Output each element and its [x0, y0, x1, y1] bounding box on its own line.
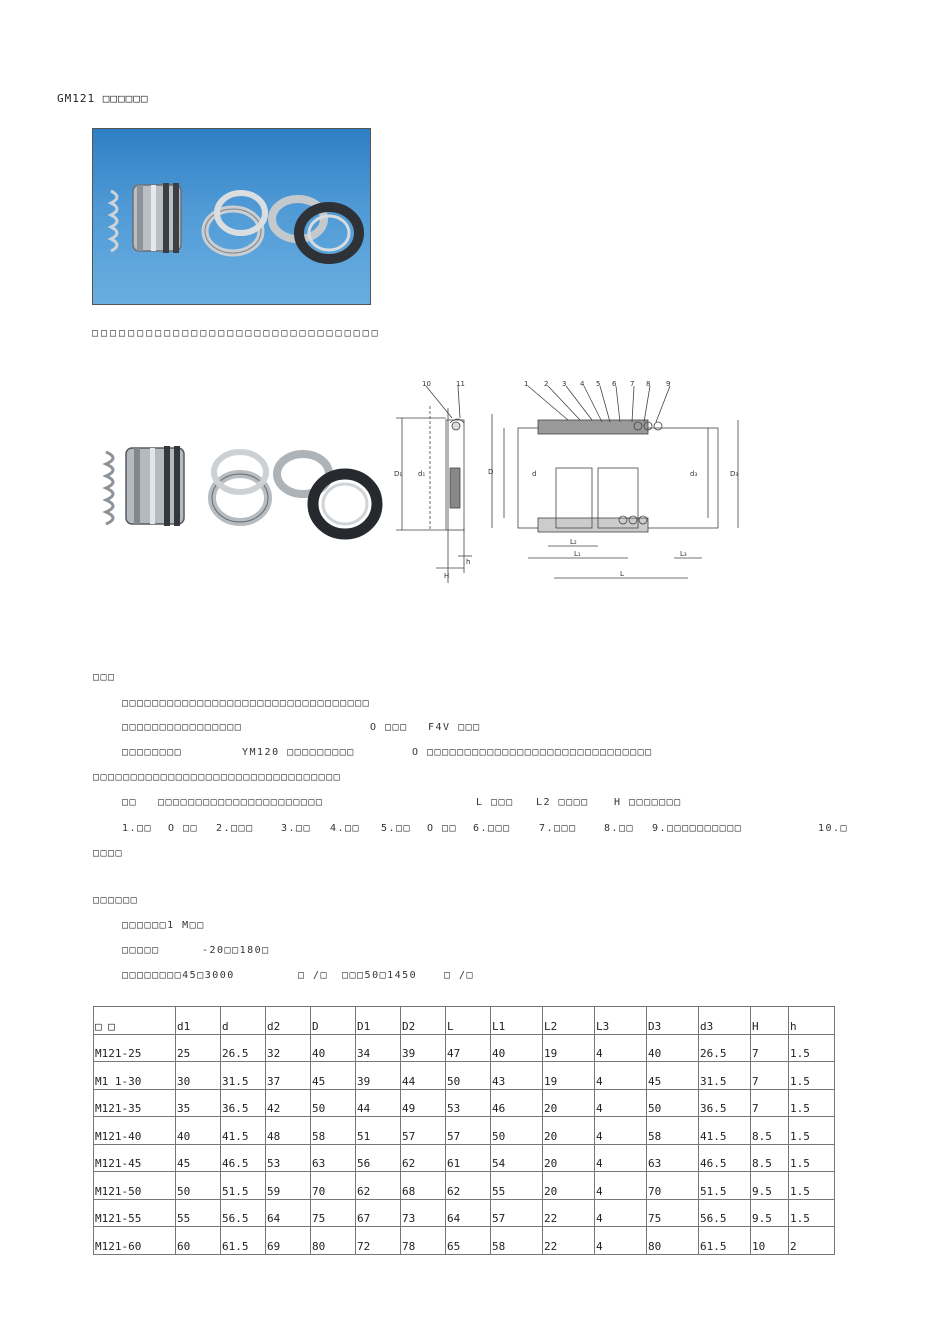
table-header-cell: H: [752, 1019, 759, 1033]
table-cell: 31.5: [222, 1074, 249, 1088]
table-header-cell: L: [447, 1019, 454, 1033]
param-speed-c: □□□50□1450: [342, 970, 418, 981]
table-cell: M121-45: [95, 1157, 142, 1170]
drawing-label: 1: [524, 380, 529, 388]
section-heading-parameters: □□□□□□: [93, 895, 139, 906]
table-cell: 55: [492, 1184, 506, 1198]
table-cell: 78: [402, 1239, 416, 1253]
table-cell: 65: [447, 1239, 461, 1253]
part-item: 6.□□□: [473, 823, 511, 834]
table-cell: M1 1-30: [95, 1074, 142, 1088]
table-cell: 7: [752, 1047, 759, 1060]
drawing-label: 3: [562, 380, 567, 388]
table-cell: 4: [596, 1184, 603, 1198]
table-cell: 4: [596, 1239, 603, 1253]
feature-line-5b: □□□□□□□□□□□□□□□□□□□□□□: [158, 797, 324, 808]
drawing-label: 5: [596, 380, 601, 388]
table-cell: 61.5: [700, 1239, 727, 1253]
param-temperature-value: -20□□180□: [202, 945, 270, 956]
rotating-assembly-section: [492, 414, 738, 578]
table-cell: 4: [596, 1102, 603, 1115]
table-cell: 4: [596, 1047, 603, 1060]
table-cell: 41.5: [222, 1129, 249, 1143]
feature-line-3b: YM120 □□□□□□□□□: [242, 747, 355, 758]
table-cell: 10: [752, 1239, 766, 1253]
table-cell: 57: [402, 1129, 416, 1143]
drawing-label: d₁: [418, 470, 426, 478]
table-cell: 43: [492, 1074, 506, 1088]
seal-technical-drawing: [388, 378, 758, 598]
table-cell: 2: [790, 1239, 797, 1253]
table-cell: 48: [267, 1129, 281, 1143]
table-header-cell: D2: [402, 1019, 416, 1033]
table-row: [94, 1227, 835, 1255]
table-cell: 22: [544, 1239, 558, 1253]
table-cell: 46: [492, 1102, 506, 1115]
table-cell: 49: [402, 1102, 416, 1115]
drawing-label: d: [532, 470, 537, 478]
param-speed-d: □ /□: [444, 970, 475, 981]
table-cell: 70: [312, 1184, 326, 1198]
table-cell: 39: [357, 1074, 371, 1088]
table-cell: 4: [596, 1157, 603, 1170]
feature-line-5a: □□: [122, 797, 138, 808]
part-item: 9.□□□□□□□□□□: [652, 823, 743, 834]
drawing-label: L₂: [570, 538, 577, 546]
table-cell: 34: [357, 1047, 371, 1060]
table-cell: 36.5: [700, 1102, 727, 1115]
drawing-label: 4: [580, 380, 585, 388]
feature-line-2b: O □□□: [370, 722, 408, 733]
table-cell: 1.5: [790, 1102, 810, 1115]
table-cell: 57: [492, 1212, 506, 1225]
table-cell: 1.5: [790, 1157, 810, 1170]
table-header-cell: D3: [648, 1019, 662, 1033]
table-cell: M121-50: [95, 1184, 142, 1198]
table-cell: 1.5: [790, 1047, 810, 1060]
table-cell: 68: [402, 1184, 416, 1198]
table-cell: 7: [752, 1102, 759, 1115]
part-item: 7.□□□: [539, 823, 577, 834]
table-header-cell: d: [222, 1019, 229, 1033]
table-cell: 42: [267, 1102, 281, 1115]
table-cell: 80: [312, 1239, 326, 1253]
table-cell: 40: [177, 1129, 191, 1143]
table-cell: 51: [357, 1129, 371, 1143]
table-cell: 36.5: [222, 1102, 249, 1115]
part-item: 4.□□: [330, 823, 361, 834]
table-cell: 54: [492, 1157, 506, 1170]
seal-photo-illustration: [93, 129, 370, 304]
table-header-cell: d2: [267, 1019, 281, 1033]
table-cell: 61: [447, 1157, 461, 1170]
feature-line-5e: H □□□□□□□: [614, 797, 682, 808]
table-cell: 70: [648, 1184, 662, 1198]
table-cell: 63: [312, 1157, 326, 1170]
table-cell: 56.5: [700, 1212, 727, 1225]
table-row: [94, 1089, 835, 1117]
drawing-label: 11: [456, 380, 465, 388]
feature-line-2a: □□□□□□□□□□□□□□□□: [122, 722, 243, 733]
table-cell: 41.5: [700, 1129, 727, 1143]
table-cell: M121-35: [95, 1102, 142, 1115]
table-cell: 26.5: [222, 1047, 249, 1060]
table-cell: 50: [492, 1129, 506, 1143]
table-cell: 1.5: [790, 1074, 810, 1088]
table-row: [94, 1062, 835, 1090]
table-header-cell: L2: [544, 1019, 558, 1033]
table-cell: 44: [357, 1102, 371, 1115]
param-pressure: □□□□□□1 M□□: [122, 920, 205, 931]
table-cell: 35: [177, 1102, 191, 1115]
table-cell: 59: [267, 1184, 281, 1198]
document-title: GM121 □□□□□□: [57, 92, 149, 105]
part-item: 1.□□: [122, 823, 153, 834]
drawing-label: L₁: [574, 550, 581, 558]
table-cell: 4: [596, 1129, 603, 1143]
table-cell: 19: [544, 1047, 558, 1060]
table-cell: 64: [447, 1212, 461, 1225]
table-cell: 56: [357, 1157, 371, 1170]
table-cell: M121-60: [95, 1239, 142, 1253]
table-cell: 50: [177, 1184, 191, 1198]
table-header-row: [94, 1007, 835, 1035]
table-cell: 22: [544, 1212, 558, 1225]
table-cell: 53: [447, 1102, 461, 1115]
table-cell: 20: [544, 1157, 558, 1170]
spring-seal-assembly: [111, 183, 181, 253]
part-item: 8.□□: [604, 823, 635, 834]
table-cell: 51.5: [700, 1184, 727, 1198]
table-cell: M121-25: [95, 1047, 142, 1060]
table-cell: 58: [648, 1129, 662, 1143]
table-cell: 20: [544, 1184, 558, 1198]
table-cell: 4: [596, 1074, 603, 1088]
table-cell: 20: [544, 1129, 558, 1143]
table-cell: 58: [312, 1129, 326, 1143]
table-cell: 19: [544, 1074, 558, 1088]
table-cell: 58: [492, 1239, 506, 1253]
table-cell: 26.5: [700, 1047, 727, 1060]
feature-line-5c: L □□□: [476, 797, 514, 808]
table-cell: 67: [357, 1212, 371, 1225]
table-cell: 50: [648, 1102, 662, 1115]
table-cell: 46.5: [222, 1157, 249, 1170]
table-cell: 62: [357, 1184, 371, 1198]
table-cell: 1.5: [790, 1212, 810, 1225]
part-item: 10.□: [818, 823, 849, 834]
table-cell: 45: [648, 1074, 662, 1088]
param-temperature-label: □□□□□: [122, 945, 160, 956]
drawing-label: 7: [630, 380, 635, 388]
feature-line-1: □□□□□□□□□□□□□□□□□□□□□□□□□□□□□□□□□: [122, 698, 371, 709]
table-cell: 40: [648, 1047, 662, 1060]
table-cell: 4: [596, 1212, 603, 1225]
table-cell: 46.5: [700, 1157, 727, 1170]
table-header-cell: L3: [596, 1019, 610, 1033]
table-cell: 40: [312, 1047, 326, 1060]
stationary-ring-section: [396, 406, 472, 583]
table-header-cell: L1: [492, 1019, 506, 1033]
part-item: 2.□□□: [216, 823, 254, 834]
section-heading-features: □□□: [93, 672, 116, 683]
table-cell: 45: [312, 1074, 326, 1088]
table-cell: 32: [267, 1047, 281, 1060]
drawing-label: D₃: [730, 470, 739, 478]
table-header-cell: □ □: [95, 1019, 115, 1033]
seal-rings: [205, 193, 359, 259]
table-row: [94, 1172, 835, 1200]
table-cell: 1.5: [790, 1129, 810, 1143]
table-header-cell: D: [312, 1019, 319, 1033]
table-cell: 51.5: [222, 1184, 249, 1198]
part-item: 3.□□: [281, 823, 312, 834]
feature-line-5d: L2 □□□□: [536, 797, 589, 808]
drawing-label: h: [466, 558, 471, 566]
table-cell: 57: [447, 1129, 461, 1143]
table-cell: 30: [177, 1074, 191, 1088]
table-cell: 31.5: [700, 1074, 727, 1088]
table-cell: 39: [402, 1047, 416, 1060]
part-item: O □□: [168, 823, 199, 834]
table-cell: 62: [402, 1157, 416, 1170]
image-caption: □□□□□□□□□□□□□□□□□□□□□□□□□□□□□□□□: [92, 328, 381, 339]
feature-line-2c: F4V □□□: [428, 722, 481, 733]
table-cell: 8.5: [752, 1129, 772, 1143]
param-speed-a: □□□□□□□□45□3000: [122, 970, 235, 981]
table-cell: 53: [267, 1157, 281, 1170]
drawing-label: 6: [612, 380, 617, 388]
drawing-label: D: [488, 468, 494, 476]
table-cell: 50: [312, 1102, 326, 1115]
table-cell: 9.5: [752, 1184, 772, 1198]
table-cell: 1.5: [790, 1184, 810, 1198]
table-cell: 60: [177, 1239, 191, 1253]
drawing-label: 2: [544, 380, 549, 388]
drawing-label: 8: [646, 380, 651, 388]
table-row: [94, 1117, 835, 1145]
table-row: [94, 1199, 835, 1227]
table-header-cell: d3: [700, 1019, 714, 1033]
table-cell: 40: [492, 1047, 506, 1060]
table-cell: 75: [648, 1212, 662, 1225]
table-header-cell: d1: [177, 1019, 191, 1033]
product-parts-photo: [100, 440, 385, 540]
part-item-tail: □□□□: [93, 848, 124, 859]
table-cell: 64: [267, 1212, 281, 1225]
table-row: [94, 1144, 835, 1172]
drawing-label: D₁: [394, 470, 403, 478]
table-cell: 73: [402, 1212, 416, 1225]
table-cell: 62: [447, 1184, 461, 1198]
table-cell: 47: [447, 1047, 461, 1060]
table-header-cell: D1: [357, 1019, 371, 1033]
table-cell: 25: [177, 1047, 191, 1060]
table-row: [94, 1034, 835, 1062]
table-cell: 55: [177, 1212, 191, 1225]
drawing-label: d₃: [690, 470, 698, 478]
callout-leaders: [426, 386, 670, 422]
table-cell: 61.5: [222, 1239, 249, 1253]
product-photo: [92, 128, 371, 305]
table-header-cell: h: [790, 1019, 797, 1033]
table-cell: 7: [752, 1074, 759, 1088]
part-item: 5.□□: [381, 823, 412, 834]
feature-line-4: □□□□□□□□□□□□□□□□□□□□□□□□□□□□□□□□□: [93, 772, 342, 783]
table-cell: 20: [544, 1102, 558, 1115]
table-cell: 9.5: [752, 1212, 772, 1225]
table-cell: M121-55: [95, 1212, 142, 1225]
table-cell: 37: [267, 1074, 281, 1088]
table-cell: 75: [312, 1212, 326, 1225]
drawing-label: L₃: [680, 550, 687, 558]
table-cell: 80: [648, 1239, 662, 1253]
table-cell: 45: [177, 1157, 191, 1170]
drawing-label: H: [444, 572, 450, 580]
param-speed-b: □ /□: [298, 970, 329, 981]
drawing-label: 10: [422, 380, 431, 388]
feature-line-3c: O □□□□□□□□□□□□□□□□□□□□□□□□□□□□□□: [412, 747, 653, 758]
table-cell: 50: [447, 1074, 461, 1088]
table-cell: 44: [402, 1074, 416, 1088]
table-cell: M121-40: [95, 1129, 142, 1143]
table-cell: 72: [357, 1239, 371, 1253]
table-cell: 8.5: [752, 1157, 772, 1170]
drawing-label: 9: [666, 380, 671, 388]
drawing-label: L: [620, 570, 624, 578]
table-cell: 56.5: [222, 1212, 249, 1225]
table-cell: 69: [267, 1239, 281, 1253]
part-item: O □□: [427, 823, 458, 834]
table-cell: 63: [648, 1157, 662, 1170]
dimension-table: [93, 1006, 835, 1255]
feature-line-3a: □□□□□□□□: [122, 747, 183, 758]
